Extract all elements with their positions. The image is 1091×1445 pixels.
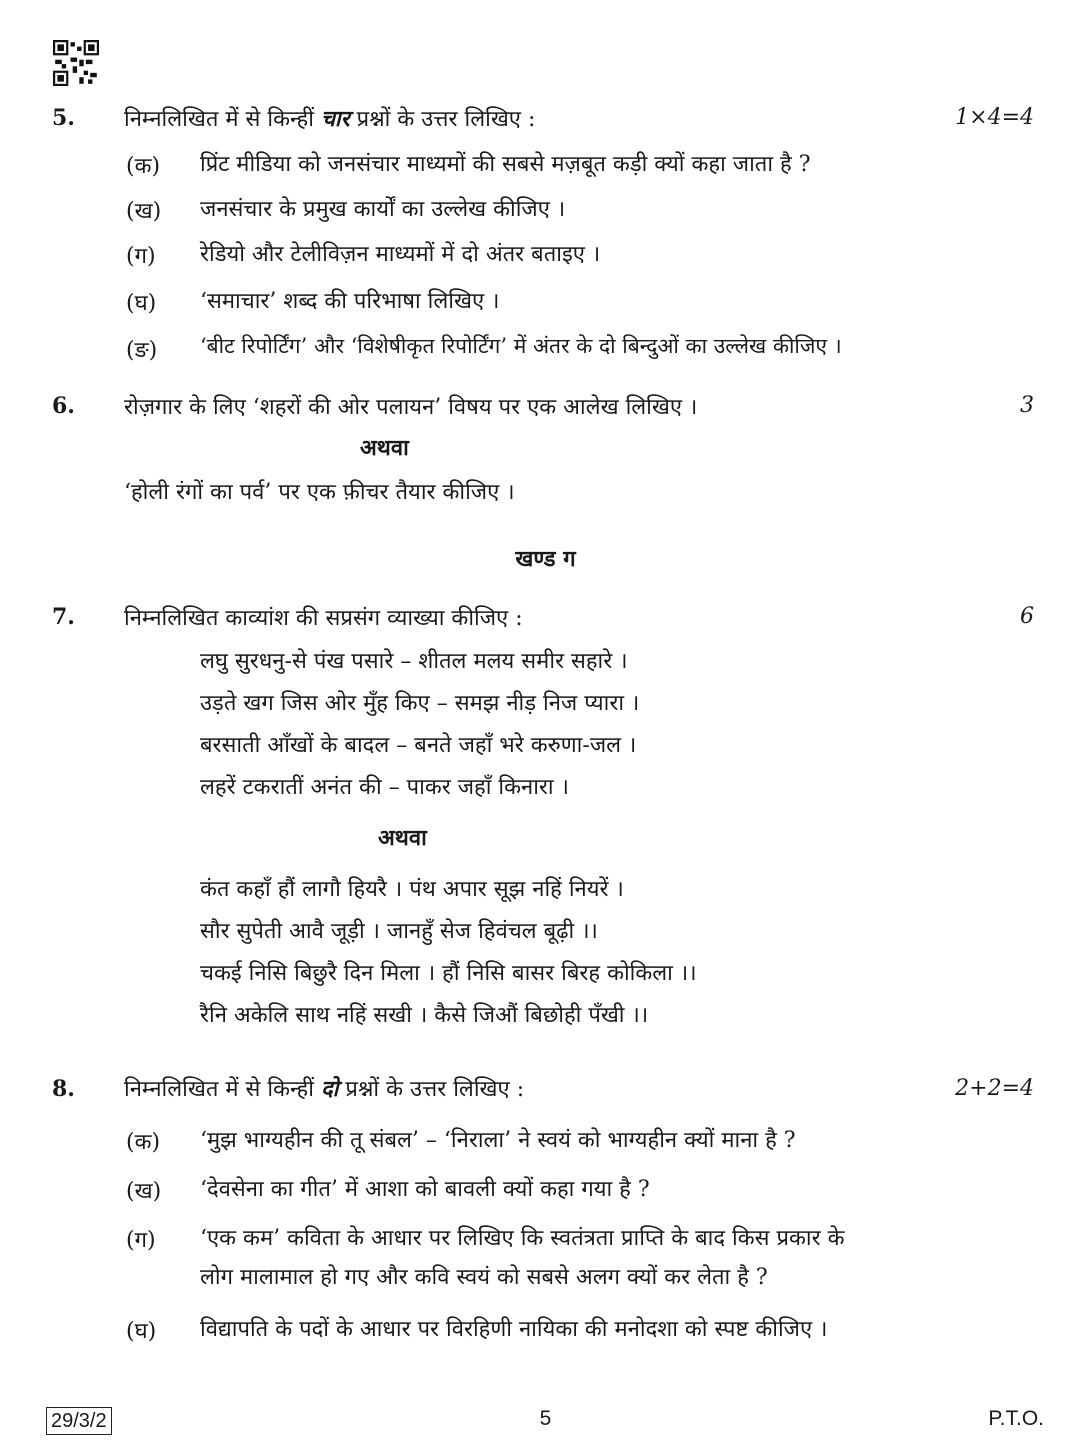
q5-item-text: रेडियो और टेलीविज़न माध्यमों में दो अंतर बताइए । [200,242,601,267]
question-8-prefix: निम्नलिखित में से किन्हीं [124,1077,321,1102]
q5-item-text: जनसंचार के प्रमुख कार्यों का उल्लेख कीजिए । [200,197,566,222]
section-heading [0,543,1091,573]
poem-line: उड़ते खग जिस ओर मुँह किए – समझ नीड़ निज प्यारा । [200,691,640,716]
page-number: 5 [539,1407,552,1430]
q5-item-label: (क) [126,154,161,179]
question-5-emphasis: चार [320,106,350,132]
section-title: खण्ड ग [515,546,576,572]
question-7-number: 7. [52,604,75,630]
q8-item-text: ‘मुझ भाग्यहीन की तू संबल’ – ‘निराला’ ने स्वयं को भाग्यहीन क्यों माना है ? [200,1128,796,1153]
q8-item-text: ‘एक कम’ कविता के आधार पर लिखिए कि स्वतंत्रता प्राप्ति के बाद किस प्रकार के [200,1226,845,1251]
q8-item-text-continued: लोग मालामाल हो गए और कवि स्वयं को सबसे अलग क्यों कर लेता है ? [200,1265,768,1290]
question-6-alternative: ‘होली रंगों का पर्व’ पर एक फ़ीचर तैयार कीजिए । [124,480,515,505]
question-7-marks: 6 [1020,604,1034,629]
paper-code: 29/3/2 [46,1407,112,1435]
q8-item-label: (ख) [126,1179,162,1204]
question-8-text [124,1073,524,1103]
question-6-or: अथवा [360,435,409,461]
q5-item-label: (घ) [126,291,157,316]
question-8-number: 8. [52,1076,75,1102]
poem-line: लहरें टकरातीं अनंत की – पाकर जहाँ किनारा । [200,775,569,800]
q8-item-label: (ग) [126,1228,156,1253]
question-7-text: निम्नलिखित काव्यांश की सप्रसंग व्याख्या कीजिए : [124,606,523,631]
question-8-marks: 2+2=4 [955,1076,1034,1101]
q8-item-label: (घ) [126,1319,157,1344]
q5-item-label: (ख) [126,199,162,224]
question-8-suffix: प्रश्नों के उत्तर लिखिए : [338,1077,525,1102]
poem-line: चकई निसि बिछुरै दिन मिला । हौं निसि बासर बिरह कोकिला ।। [200,961,697,986]
poem-line: लघु सुरधनु-से पंख पसारे – शीतल मलय समीर सहारे । [200,649,628,674]
q8-item-label: (क) [126,1130,161,1155]
question-6-marks: 3 [1020,393,1034,418]
question-6-text: रोज़गार के लिए ‘शहरों की ओर पलायन’ विषय पर एक आलेख लिखिए । [124,395,698,420]
pto-label: P.T.O. [988,1407,1044,1430]
question-5-suffix: प्रश्नों के उत्तर लिखिए : [349,107,536,132]
question-5-marks: 1×4=4 [955,105,1034,130]
question-5-number: 5. [52,105,75,131]
q8-item-text: विद्यापति के पदों के आधार पर विरहिणी नायिका की मनोदशा को स्पष्ट कीजिए । [200,1317,828,1342]
poem-line: बरसाती आँखों के बादल – बनते जहाँ भरे करुणा-जल । [200,733,637,758]
poem-line: सौर सुपेती आवै जूड़ी । जानहुँ सेज हिवंचल बूढ़ी ।। [200,919,598,944]
poem-line: कंत कहाँ हौं लागौ हियरै । पंथ अपार सूझ नहिं नियरें । [200,877,624,902]
page-number-wrap [0,1407,1091,1431]
question-5-text [124,103,535,133]
q8-item-text: ‘देवसेना का गीत’ में आशा को बावली क्यों कहा गया है ? [200,1177,650,1202]
q5-item-text: ‘समाचार’ शब्द की परिभाषा लिखिए । [200,289,500,314]
q5-item-label: (ग) [126,244,156,269]
question-8-emphasis: दो [320,1076,339,1102]
poem-line: रैनि अकेलि साथ नहिं सखी । कैसे जिऔं बिछोही पँखी ।। [200,1003,649,1028]
q5-item-label: (ङ) [126,338,158,363]
q5-item-text: प्रिंट मीडिया को जनसंचार माध्यमों की सबसे मज़बूत कड़ी क्यों कहा जाता है ? [200,152,811,177]
q5-item-text: ‘बीट रिपोर्टिंग’ और ‘विशेषीकृत रिपोर्टिंग’ में अंतर के दो बिन्दुओं का उल्लेख कीजिए । [200,334,842,358]
question-5-prefix: निम्नलिखित में से किन्हीं [124,107,321,132]
question-6-number: 6. [52,393,75,419]
question-7-or: अथवा [378,825,427,851]
qr-code-icon [53,40,99,86]
